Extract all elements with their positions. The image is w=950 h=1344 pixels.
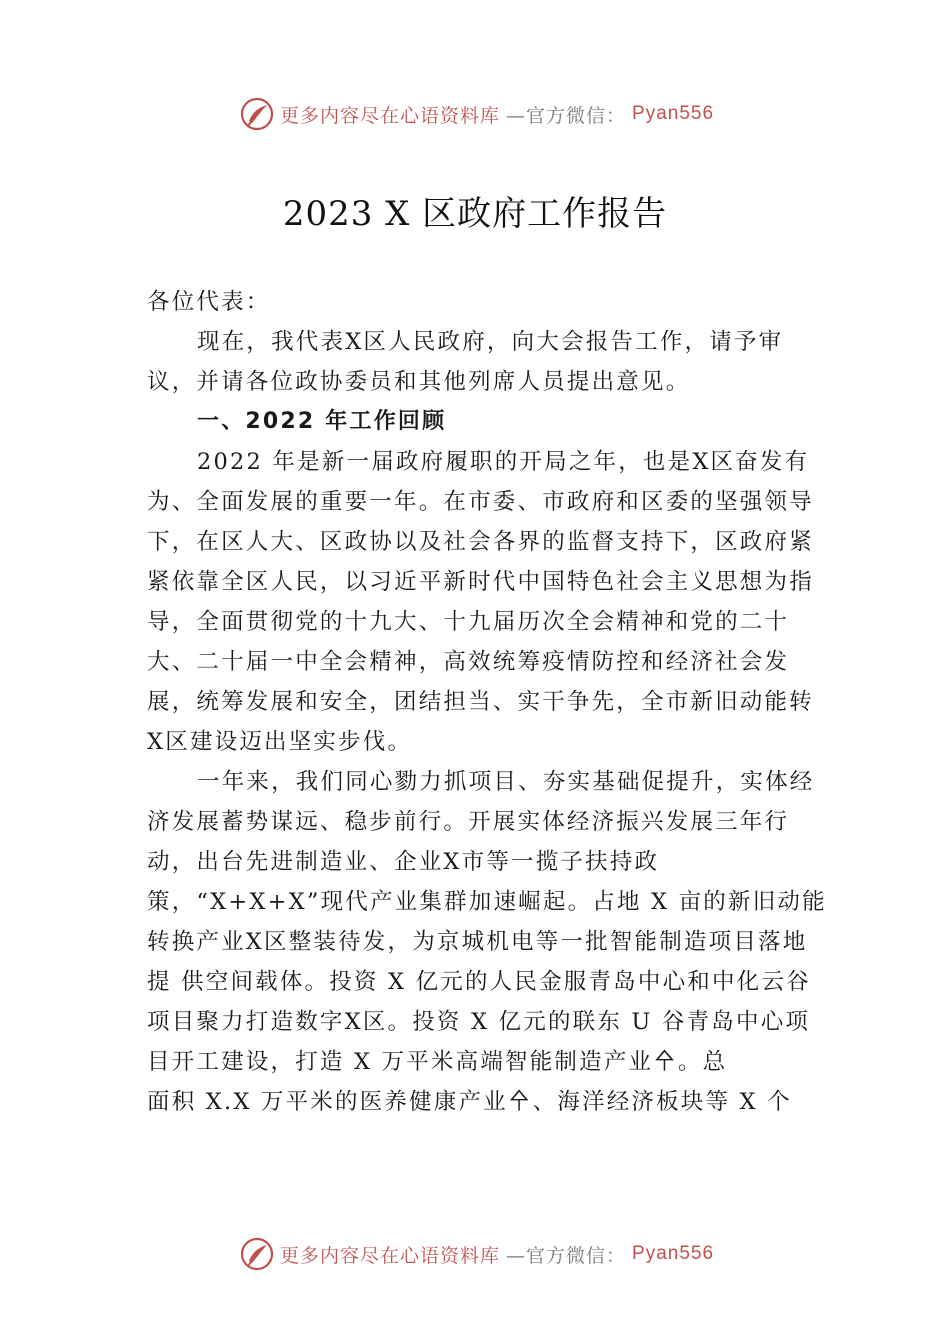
watermark-text: 更多内容尽在心语资料库	[280, 1244, 501, 1267]
watermark-text: 更多内容尽在心语资料库	[280, 104, 501, 127]
paragraph: 现在，我代表X区人民政府，向大会报告工作，请予审议，并请各位政协委员和其他列席人员提出意见。	[147, 329, 784, 395]
watermark-wechat-id: Pyan556	[632, 1243, 715, 1264]
document-body	[147, 282, 827, 1122]
paragraph: 面积 X.X 万平米的医养健康产业㐃、海洋经济板块等 X 个	[147, 1089, 792, 1115]
watermark-logo-icon	[240, 1237, 274, 1271]
watermark-separator: —官方微信：	[506, 104, 627, 127]
paragraph: 2022 年是新一届政府履职的开局之年，也是X区奋发有为、全面发展的重要一年。在市委、市政府和区委的坚强领导下，在区人大、区政协以及社会各界的监督支持下，区政府紧紧依靠全区人民，以习近平新时代中国特色社会主义思想为指导，全面贯彻党的十九大、十九届历次全会精神和党的二十大、二十届一中全会精神，高效统筹疫情防控和经济社会发展，统筹发展和安全，团结担当、实干争先，全市新旧动能转X区建设迈出坚实步伐。	[147, 449, 814, 755]
section-heading: 一、2022 年工作回顾	[197, 409, 447, 434]
watermark-wechat-id: Pyan556	[632, 103, 715, 124]
watermark-header	[240, 96, 760, 132]
watermark-logo-icon	[240, 97, 274, 131]
watermark-footer	[240, 1236, 760, 1272]
document-title: 2023 X 区政府工作报告	[282, 194, 668, 234]
watermark-separator: —官方微信：	[506, 1244, 627, 1267]
greeting: 各位代表：	[147, 289, 271, 315]
paragraph: 一年来，我们同心勠力抓项目、夯实基础促提升，实体经济发展蓄势谋远、稳步前行。开展实体经济振兴发展三年行动，出台先进制造业、企业X市等一揽子扶持政策，“X+X+X”现代产业集群加速崛起。占地 X 亩的新旧动能转换产业X区整装待发，为京城机电等一批智能制造项目落地提 供空间载体。投资 X 亿元的人民金服青岛中心和中化云谷项目聚力打造数字X区。投资 X 亿元的联东 U 谷青岛中心项目开工建设，打造 X 万平米高端智能制造产业㐃。总	[147, 769, 827, 1075]
